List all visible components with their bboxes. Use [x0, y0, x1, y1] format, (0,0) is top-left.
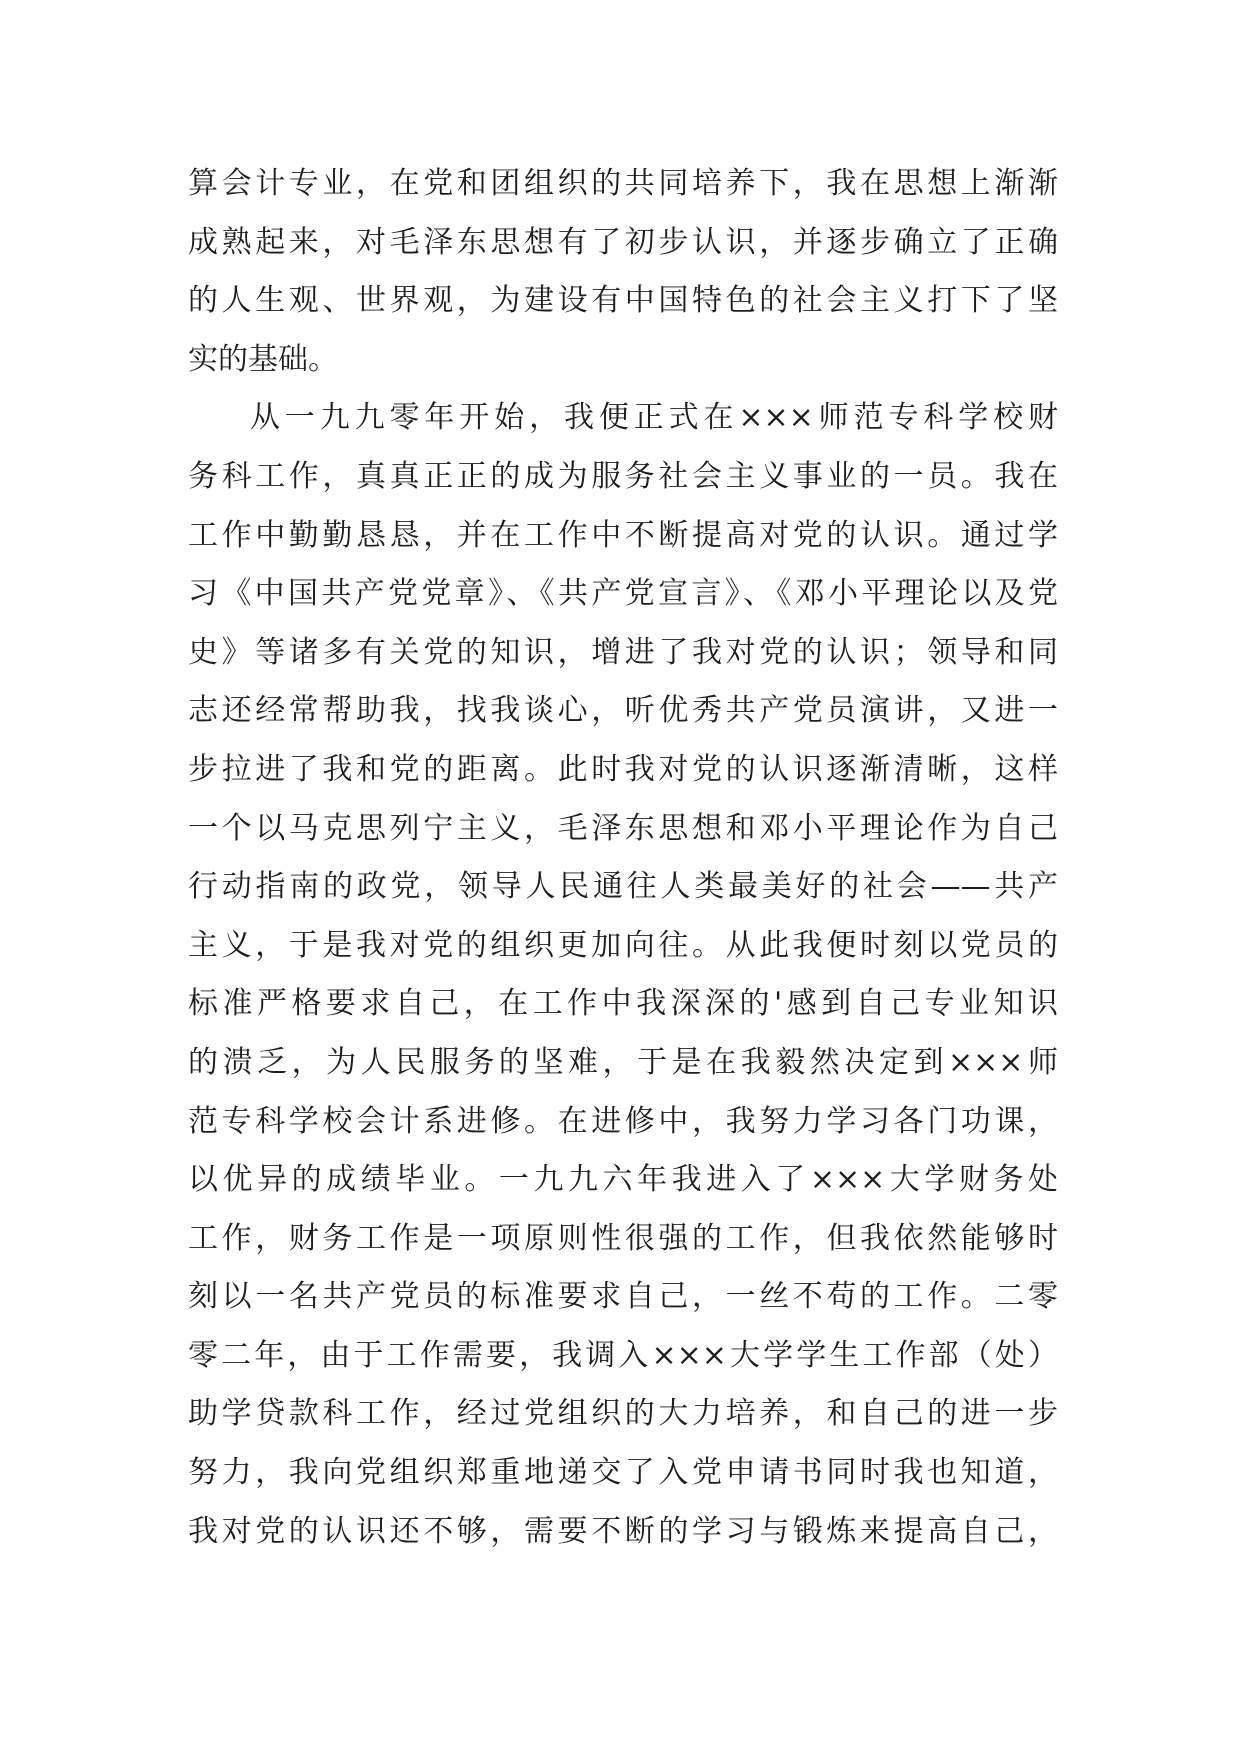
text-line: 工作，财务工作是一项原则性很强的工作，但我依然能够时	[188, 1220, 1058, 1256]
text-line: 的溃乏，为人民服务的坚难，于是在我毅然决定到×××师	[188, 1044, 1058, 1080]
text-line: 一个以马克思列宁主义，毛泽东思想和邓小平理论作为自己	[188, 810, 1058, 846]
text-line: 志还经常帮助我，找我谈心，听优秀共产党员演讲，又进一	[188, 693, 1058, 729]
text-line: 我对党的认识还不够，需要不断的学习与锻炼来提高自己，	[188, 1513, 1058, 1549]
text-line: 史》等诸多有关党的知识，增进了我对党的认识；领导和同	[188, 634, 1058, 670]
text-line: 以优异的成绩毕业。一九九六年我进入了×××大学财务处	[188, 1162, 1058, 1198]
text-line: 刻以一名共产党员的标准要求自己，一丝不苟的工作。二零	[188, 1279, 1058, 1315]
body-text	[188, 155, 1058, 1561]
text-line: 实的基础。	[188, 341, 338, 377]
text-line: 助学贷款科工作，经过党组织的大力培养，和自己的进一步	[188, 1396, 1058, 1432]
text-line: 从一九九零年开始，我便正式在×××师范专科学校财	[250, 400, 1058, 436]
text-line: 努力，我向党组织郑重地递交了入党申请书同时我也知道，	[188, 1455, 1058, 1491]
text-line: 范专科学校会计系进修。在进修中，我努力学习各门功课，	[188, 1103, 1058, 1139]
text-line: 的人生观、世界观，为建设有中国特色的社会主义打下了坚	[188, 283, 1058, 319]
text-line: 成熟起来，对毛泽东思想有了初步认识，并逐步确立了正确	[188, 224, 1058, 260]
text-line: 零二年，由于工作需要，我调入×××大学学生工作部（处）	[188, 1337, 1058, 1373]
text-line: 标准严格要求自己，在工作中我深深的'感到自己专业知识	[188, 986, 1058, 1022]
text-line: 步拉进了我和党的距离。此时我对党的认识逐渐清晰，这样	[188, 751, 1058, 787]
text-line: 行动指南的政党，领导人民通往人类最美好的社会——共产	[188, 869, 1058, 905]
text-line: 主义，于是我对党的组织更加向往。从此我便时刻以党员的	[188, 927, 1058, 963]
text-line: 务科工作，真真正正的成为服务社会主义事业的一员。我在	[188, 458, 1058, 494]
text-line: 工作中勤勤恳恳，并在工作中不断提高对党的认识。通过学	[188, 517, 1058, 553]
text-line: 习《中国共产党党章》、《共产党宣言》、《邓小平理论以及党	[188, 576, 1058, 612]
text-line: 算会计专业，在党和团组织的共同培养下，我在思想上渐渐	[188, 166, 1058, 201]
